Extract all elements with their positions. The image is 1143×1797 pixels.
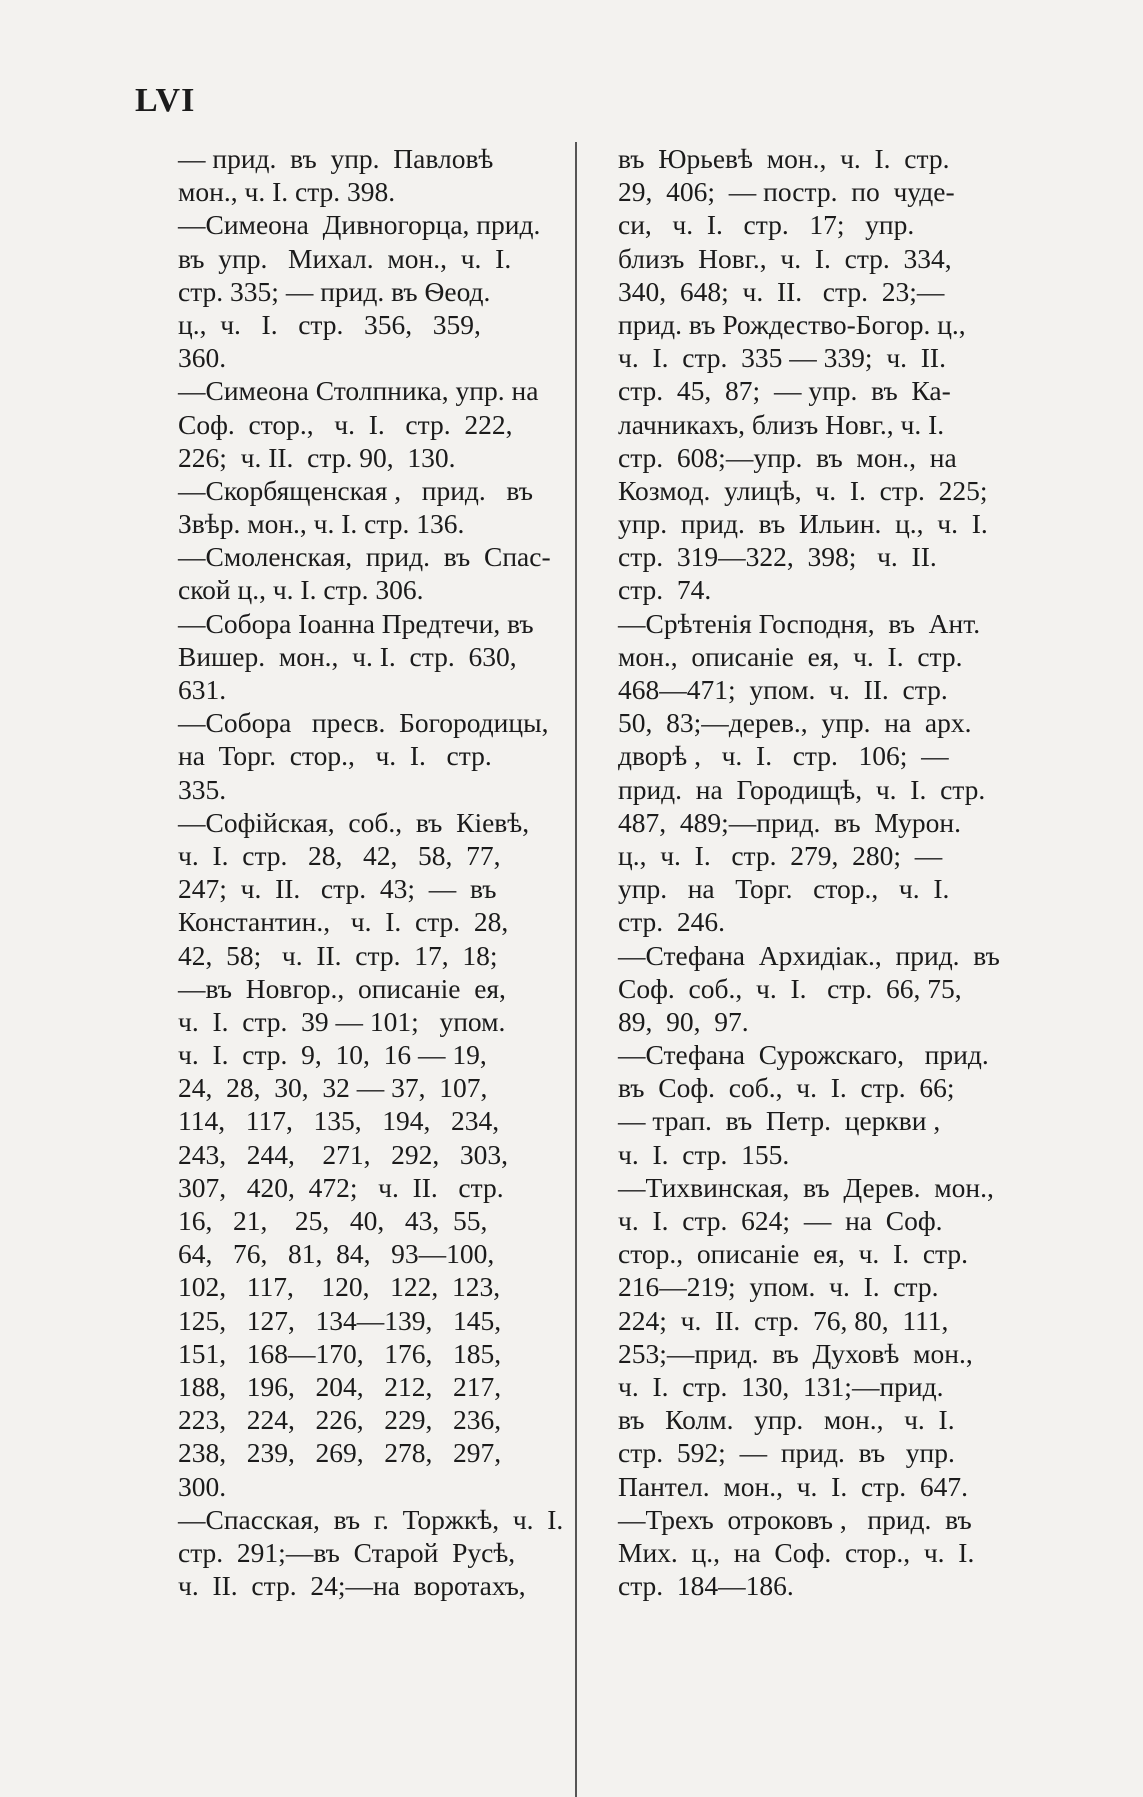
index-line: мон., описаніе ея, ч. I. стр. xyxy=(618,640,963,672)
index-line: 102, 117, 120, 122, 123, xyxy=(178,1271,501,1303)
index-line: 468—471; упом. ч. II. стр. xyxy=(618,674,948,705)
index-line: —Срѣтенія Господня, въ Ант. xyxy=(618,607,981,639)
index-line: мон., ч. I. стр. 398. xyxy=(178,176,396,208)
index-line: Соф. соб., ч. I. стр. 66, 75, xyxy=(618,972,962,1004)
index-line: 307, 420, 472; ч. II. стр. xyxy=(178,1171,504,1203)
index-line: упр. на Торг. стор., ч. I. xyxy=(618,873,950,905)
index-line: 487, 489;—прид. въ Мурон. xyxy=(618,806,961,838)
index-line: 16, 21, 25, 40, 43, 55, xyxy=(178,1205,488,1236)
index-line: ч. I. стр. 28, 42, 58, 77, xyxy=(178,839,501,871)
index-line: стр. 335; — прид. въ Ѳеод. xyxy=(178,275,491,307)
index-line: 64, 76, 81, 84, 93—100, xyxy=(178,1238,495,1270)
index-line: 151, 168—170, 176, 185, xyxy=(178,1337,502,1369)
index-line: 50, 83;—дерев., упр. на арх. xyxy=(618,707,972,739)
index-line: 243, 244, 271, 292, 303, xyxy=(178,1138,508,1170)
index-line: 335. xyxy=(178,773,227,805)
index-line: Козмод. улицѣ, ч. I. стр. 225; xyxy=(618,474,988,506)
index-line: 253;—прид. въ Духовѣ мон., xyxy=(618,1337,973,1369)
index-line: стр. 246. xyxy=(618,906,726,938)
index-line: 360. xyxy=(178,342,227,374)
index-line: —Симеона Дивногорца, прид. xyxy=(178,209,541,241)
index-line: стр. 319—322, 398; ч. II. xyxy=(618,541,937,573)
index-line: стр. 291;—въ Старой Русѣ, xyxy=(178,1536,516,1568)
index-line: 340, 648; ч. II. стр. 23;— xyxy=(618,275,945,307)
index-line: 216—219; упом. ч. I. стр. xyxy=(618,1271,939,1303)
index-line: —Стефана Архидіак., прид. въ xyxy=(618,939,1000,971)
index-line: упр. прид. въ Ильин. ц., ч. I. xyxy=(618,508,988,540)
left-column xyxy=(178,142,564,1602)
index-line: 223, 224, 226, 229, 236, xyxy=(178,1404,502,1436)
index-line: Пантел. мон., ч. I. стр. 647. xyxy=(618,1470,969,1502)
index-line: ч. I. стр. 9, 10, 16 — 19, xyxy=(178,1039,487,1071)
index-line: —Собора Іоанна Предтечи, въ xyxy=(178,607,534,639)
index-line: — трап. въ Петр. церкви , xyxy=(618,1105,941,1137)
index-line: 226; ч. II. стр. 90, 130. xyxy=(178,441,456,473)
index-line: Вишер. мон., ч. I. стр. 630, xyxy=(178,640,517,672)
index-line: близъ Новг., ч. I. стр. 334, xyxy=(618,242,952,274)
index-line: 89, 90, 97. xyxy=(618,1005,749,1037)
index-line: ч. I. стр. 624; — на Соф. xyxy=(618,1205,943,1236)
index-line: ч. I. стр. 39 — 101; упом. xyxy=(178,1005,506,1037)
index-line: —Смоленская, прид. въ Спас- xyxy=(178,541,551,573)
column-divider xyxy=(575,142,577,1797)
index-line: 42, 58; ч. II. стр. 17, 18; xyxy=(178,939,498,971)
index-line: ч. I. стр. 155. xyxy=(618,1138,790,1170)
index-line: въ Юрьевѣ мон., ч. I. стр. xyxy=(618,143,950,174)
index-line: ц., ч. I. стр. 279, 280; — xyxy=(618,839,943,871)
index-line: прид. въ Рождество-Богор. ц., xyxy=(618,308,966,340)
index-line: —Софійская, соб., въ Кіевѣ, xyxy=(178,806,530,838)
index-line: Константин., ч. I. стр. 28, xyxy=(178,906,509,938)
index-line: стр. 608;—упр. въ мон., на xyxy=(618,441,957,473)
index-line: стор., описаніе ея, ч. I. стр. xyxy=(618,1238,969,1270)
index-line: дворѣ , ч. I. стр. 106; — xyxy=(618,740,949,772)
index-line: Мих. ц., на Соф. стор., ч. I. xyxy=(618,1536,975,1568)
index-line: стр. 45, 87; — упр. въ Ка- xyxy=(618,375,951,407)
index-line: —Спасская, въ г. Торжкѣ, ч. I. xyxy=(178,1503,564,1535)
index-line: 631. xyxy=(178,674,227,705)
index-line: си, ч. I. стр. 17; упр. xyxy=(618,209,915,241)
page-number: LVI xyxy=(135,82,196,119)
index-line: ской ц., ч. I. стр. 306. xyxy=(178,574,424,606)
index-line: —въ Новгор., описаніе ея, xyxy=(178,972,506,1004)
index-line: 224; ч. II. стр. 76, 80, 111, xyxy=(618,1304,949,1336)
right-column xyxy=(618,142,998,1602)
index-line: въ Колм. упр. мон., ч. I. xyxy=(618,1404,955,1436)
index-line: лачникахъ, близъ Новг., ч. I. xyxy=(618,408,945,440)
index-line: 247; ч. II. стр. 43; — въ xyxy=(178,873,497,905)
index-line: ц., ч. I. стр. 356, 359, xyxy=(178,308,481,340)
index-line: стр. 184—186. xyxy=(618,1570,794,1602)
index-line: 125, 127, 134—139, 145, xyxy=(178,1304,502,1336)
index-line: —Симеона Столпника, упр. на xyxy=(178,375,539,407)
index-line: 24, 28, 30, 32 — 37, 107, xyxy=(178,1072,488,1104)
index-line: 238, 239, 269, 278, 297, xyxy=(178,1437,502,1469)
index-line: —Скорбященская , прид. въ xyxy=(178,474,533,506)
index-line: прид. на Городищѣ, ч. I. стр. xyxy=(618,773,986,805)
index-line: стр. 592; — прид. въ упр. xyxy=(618,1437,955,1469)
index-line: ч. II. стр. 24;—на воротахъ, xyxy=(178,1570,526,1602)
index-line: —Стефана Сурожскаго, прид. xyxy=(618,1039,989,1071)
index-line: —Трехъ отроковъ , прид. въ xyxy=(618,1503,972,1535)
index-line: ч. I. стр. 335 — 339; ч. II. xyxy=(618,342,946,374)
index-line: —Тихвинская, въ Дерев. мон., xyxy=(618,1171,994,1203)
index-line: стр. 74. xyxy=(618,574,712,606)
index-line: —Собора пресв. Богородицы, xyxy=(178,707,549,739)
index-line: 114, 117, 135, 194, 234, xyxy=(178,1105,500,1137)
index-line: 29, 406; — постр. по чуде- xyxy=(618,176,955,208)
index-line: Звѣр. мон., ч. I. стр. 136. xyxy=(178,508,465,540)
index-line: въ Соф. соб., ч. I. стр. 66; xyxy=(618,1072,955,1104)
index-line: 300. xyxy=(178,1470,227,1502)
index-line: Соф. стор., ч. I. стр. 222, xyxy=(178,408,513,440)
index-line: 188, 196, 204, 212, 217, xyxy=(178,1370,502,1402)
index-line: на Торг. стор., ч. I. стр. xyxy=(178,740,492,772)
index-line: ч. I. стр. 130, 131;—прид. xyxy=(618,1370,944,1402)
index-line: въ упр. Михал. мон., ч. I. xyxy=(178,242,512,274)
index-line: — прид. въ упр. Павловѣ xyxy=(178,143,494,174)
